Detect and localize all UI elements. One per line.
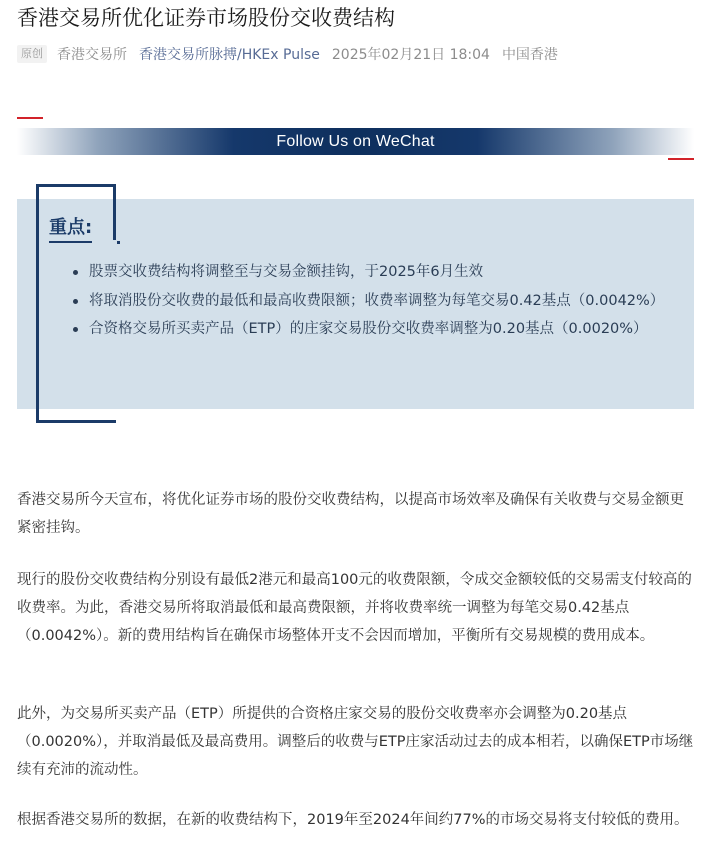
paragraph-current-structure: 现行的股份交收费结构分别设有最低2港元和最高100元的收费限额，令成交金额较低的交易需支付较高的收费率。为此，香港交易所将取消最低和最高费限额，并将收费率统一调整为每笔交易0.42基点（0.0042%）。新的费用结构旨在确保市场整体开支不会因而增加，平衡所有交易规模的费用成本。 bbox=[17, 572, 692, 644]
key-point-item: 将取消股份交收费的最低和最高收费限额；收费率调整为每笔交易0.42基点（0.0042%） bbox=[70, 287, 685, 316]
publish-location: 中国香港 bbox=[501, 47, 558, 63]
original-badge: 原创 bbox=[17, 45, 47, 63]
heading-dot-decoration bbox=[117, 241, 120, 244]
follow-banner-text: Follow Us on WeChat bbox=[276, 132, 435, 150]
decorative-red-dash bbox=[17, 117, 43, 119]
bracket-decoration bbox=[36, 420, 116, 423]
source-name: 香港交易所 bbox=[57, 47, 127, 63]
publish-time: 2025年02月21日 18:04 bbox=[331, 47, 490, 63]
bracket-decoration bbox=[36, 184, 116, 187]
key-points-heading: 重点: bbox=[49, 216, 92, 243]
bracket-decoration bbox=[113, 184, 116, 240]
key-point-item: 股票交收费结构将调整至与交易金额挂钩，于2025年6月生效 bbox=[70, 258, 685, 287]
article-title: 香港交易所优化证券市场股份交收费结构 bbox=[17, 6, 395, 30]
key-points-list bbox=[70, 258, 685, 344]
bracket-decoration bbox=[36, 184, 39, 423]
paragraph-announcement: 香港交易所今天宣布，将优化证券市场的股份交收费结构，以提高市场效率及确保有关收费与交易金额更紧密挂钩。 bbox=[17, 492, 684, 536]
account-link[interactable]: 香港交易所脉搏/HKEx Pulse bbox=[139, 47, 320, 63]
follow-banner bbox=[17, 128, 694, 155]
key-point-item: 合资格交易所买卖产品（ETP）的庄家交易股份交收费率调整为0.20基点（0.0020%） bbox=[70, 315, 685, 344]
decorative-red-dash bbox=[668, 158, 694, 160]
paragraph-etp: 此外，为交易所买卖产品（ETP）所提供的合资格庄家交易的股份交收费率亦会调整为0.20基点（0.0020%），并取消最低及最高费用。调整后的收费与ETP庄家活动过去的成本相若，以确保ETP市场继续有充沛的流动性。 bbox=[17, 706, 694, 778]
article-meta bbox=[17, 44, 558, 64]
paragraph-data: 根据香港交易所的数据，在新的收费结构下，2019年至2024年间约77%的市场交易将支付较低的费用。 bbox=[17, 812, 689, 828]
